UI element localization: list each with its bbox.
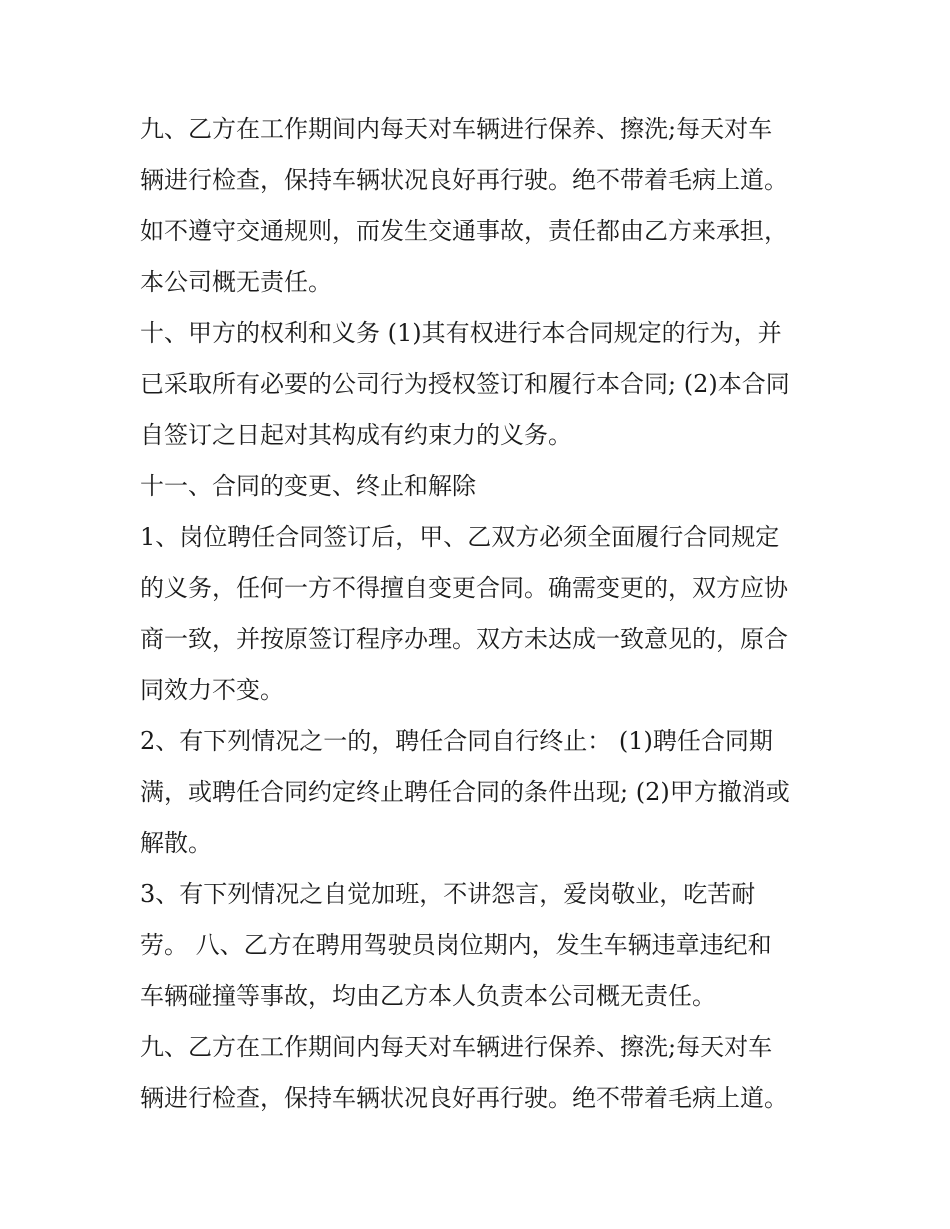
text-line: 九、乙方在工作期间内每天对车辆进行保养、擦洗;每天对车 [140, 115, 773, 143]
text-line: 十一、合同的变更、终止和解除 [140, 472, 476, 500]
text-line: 十、甲方的权利和义务 (1)其有权进行本合同规定的行为，并 [140, 319, 782, 347]
text-line: 的义务，任何一方不得擅自变更合同。确需变更的，双方应协 [140, 574, 788, 602]
text-line: 同效力不变。 [140, 676, 284, 704]
text-line: 本公司概无责任。 [140, 268, 332, 296]
text-line: 辆进行检查，保持车辆状况良好再行驶。绝不带着毛病上道。 [140, 166, 788, 194]
text-line: 商一致，并按原签订程序办理。双方未达成一致意见的，原合 [140, 625, 788, 653]
text-line: 车辆碰撞等事故，均由乙方本人负责本公司概无责任。 [140, 982, 716, 1010]
text-line: 辆进行检查，保持车辆状况良好再行驶。绝不带着毛病上道。 [140, 1084, 788, 1112]
text-line: 如不遵守交通规则，而发生交通事故，责任都由乙方来承担， [140, 217, 788, 245]
text-line: 自签订之日起对其构成有约束力的义务。 [140, 421, 572, 449]
text-line: 3、有下列情况之自觉加班，不讲怨言，爱岗敬业，吃苦耐 [140, 880, 756, 908]
text-line: 解散。 [140, 829, 212, 857]
text-line: 已采取所有必要的公司行为授权签订和履行本合同; (2)本合同 [140, 370, 790, 398]
text-line: 九、乙方在工作期间内每天对车辆进行保养、擦洗;每天对车 [140, 1033, 773, 1061]
text-line: 2、有下列情况之一的，聘任合同自行终止： (1)聘任合同期 [140, 727, 773, 755]
text-line: 满，或聘任合同约定终止聘任合同的条件出现; (2)甲方撤消或 [140, 778, 790, 806]
document-body [140, 104, 830, 1124]
text-line: 1、岗位聘任合同签订后，甲、乙双方必须全面履行合同规定 [140, 523, 780, 551]
text-line: 劳。 八、乙方在聘用驾驶员岗位期内，发生车辆违章违纪和 [140, 931, 772, 959]
